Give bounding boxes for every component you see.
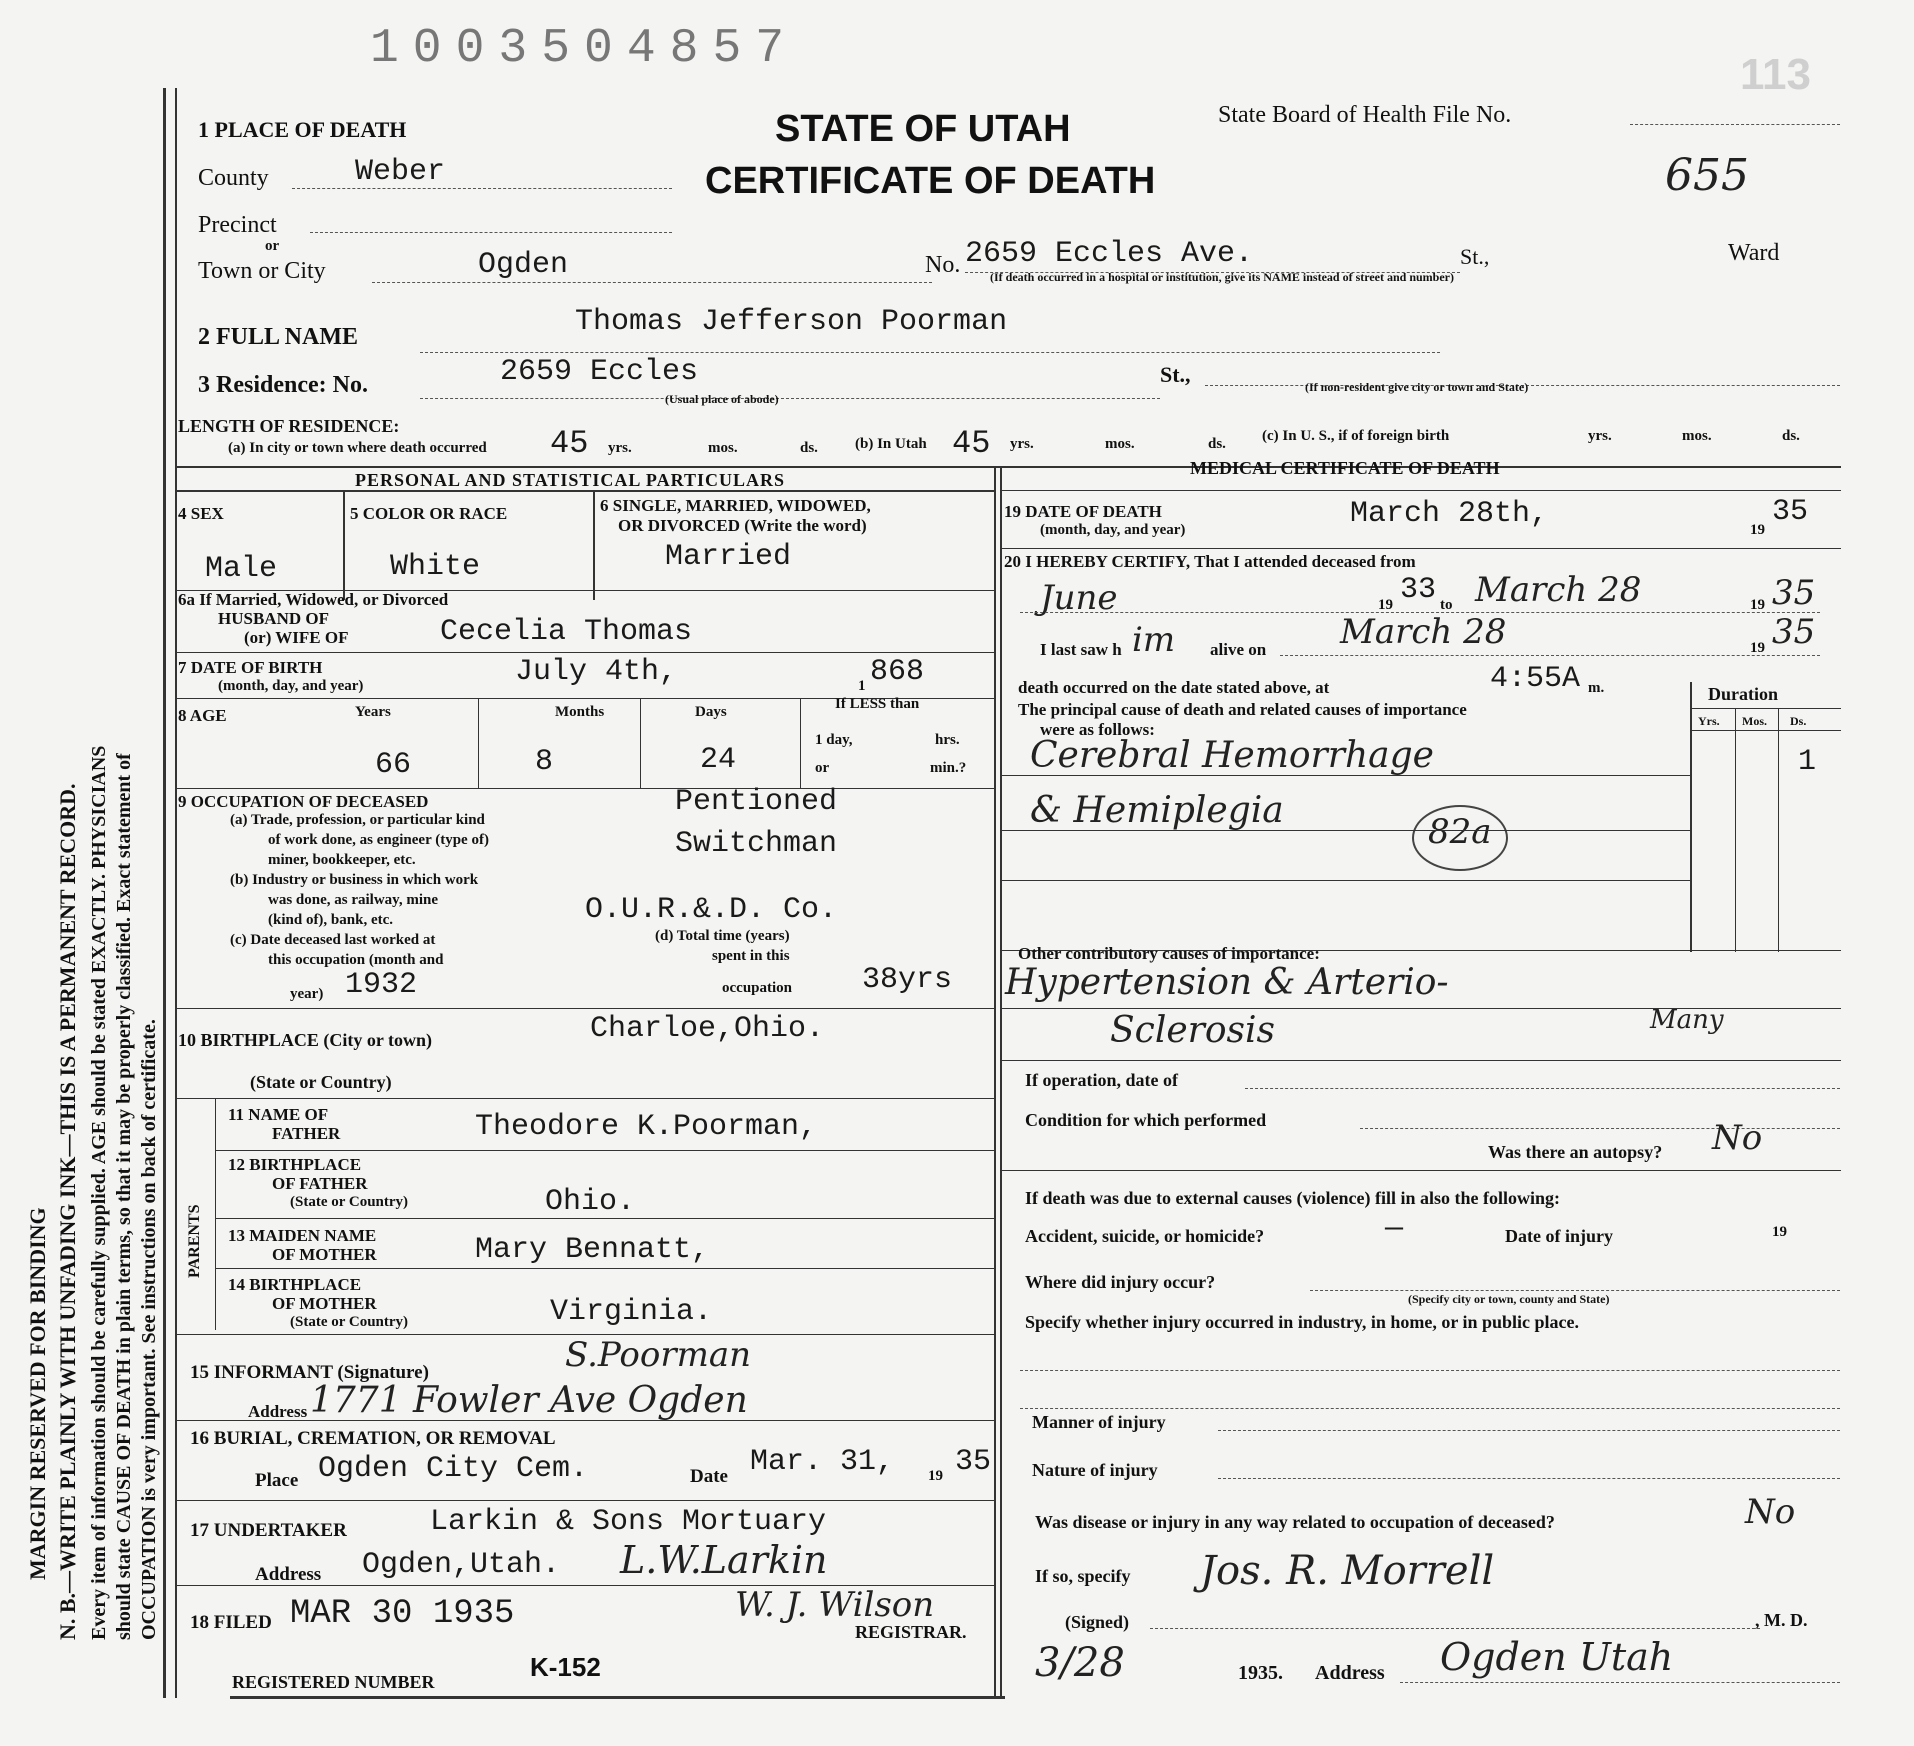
sex-value: Male (205, 552, 278, 586)
attend-from-year: 33 (1400, 573, 1437, 607)
last-saw-him: im (1132, 620, 1176, 660)
were-as-follows-label: were as follows: (1040, 720, 1155, 739)
occupation-a3: miner, bookkeeper, etc. (268, 852, 416, 868)
last-saw-date: March 28 (1340, 612, 1507, 652)
full-name-value: Thomas Jefferson Poorman (575, 305, 1008, 339)
informant-label: 15 INFORMANT (Signature) (190, 1362, 429, 1383)
dob-value: July 4th, (515, 655, 678, 689)
age-label: 8 AGE (178, 706, 227, 725)
registered-number-value: K-152 (530, 1652, 601, 1682)
file-no-label: State Board of Health File No. (1218, 102, 1512, 128)
utah-yrs-label: yrs. (1010, 436, 1034, 452)
md-label: , M. D. (1755, 1610, 1808, 1630)
age-days-value: 24 (700, 743, 737, 777)
time-m-label: m. (1588, 680, 1605, 696)
dob-year: 868 (870, 655, 925, 689)
utah-mos-label: mos. (1105, 436, 1135, 452)
father-label-2: FATHER (272, 1124, 341, 1143)
margin-binding-note: MARGIN RESERVED FOR BINDING (25, 1207, 50, 1580)
last-saw-year-prefix: 19 (1750, 640, 1765, 656)
marital-label: 6 SINGLE, MARRIED, WIDOWED, (600, 496, 871, 515)
occupation-c1: (c) Date deceased last worked at (230, 932, 436, 948)
town-value: Ogden (478, 248, 569, 282)
birthplace-label: 10 BIRTHPLACE (City or town) (178, 1030, 433, 1050)
cause-label: The principal cause of death and related causes of importance (1018, 700, 1467, 719)
residence-city-years: 45 (550, 425, 589, 462)
precinct-label: Precinct (198, 212, 277, 238)
undertaker-label: 17 UNDERTAKER (190, 1520, 347, 1541)
residence-value: 2659 Eccles (500, 355, 699, 389)
duration-ds-label: Ds. (1790, 714, 1807, 728)
less-min-label: min.? (930, 760, 967, 776)
informant-address-label: Address (248, 1402, 308, 1421)
usual-abode-note: (Usual place of abode) (665, 392, 779, 406)
dob-label: 7 DATE OF BIRTH (178, 658, 323, 677)
signed-label: (Signed) (1065, 1612, 1130, 1632)
corner-page-number: 113 (1740, 50, 1811, 99)
industry-value: O.U.R.&.D. Co. (585, 893, 838, 927)
margin-ink-note: N. B.—WRITE PLAINLY WITH UNFADING INK—THIS IS A PERMANENT RECORD. (55, 783, 80, 1640)
nature-label: Nature of injury (1032, 1460, 1158, 1480)
occupation-b1: (b) Industry or business in which work (230, 872, 479, 888)
undertaker-address-label: Address (255, 1564, 322, 1585)
full-name-label: 2 FULL NAME (198, 324, 359, 350)
other-cause-1: Hypertension & Arterio- (1005, 962, 1449, 1003)
undertaker-value: Larkin & Sons Mortuary (430, 1505, 827, 1539)
spouse-label-2: HUSBAND OF (218, 609, 329, 628)
occupation-c3: year) (290, 986, 324, 1002)
marital-value: Married (665, 540, 792, 574)
residence-us-label: (c) In U. S., if of foreign birth (1262, 428, 1450, 444)
dod-year: 35 (1772, 495, 1809, 529)
street-label: St., (1460, 244, 1490, 269)
us-ds-label: ds. (1782, 428, 1800, 444)
marital-label-2: OR DIVORCED (Write the word) (618, 516, 867, 535)
related-value: No (1745, 1492, 1796, 1532)
total-time-value: 38yrs (862, 963, 953, 997)
residence-utah-label: (b) In Utah (855, 436, 927, 452)
margin-instructions-2: should state CAUSE OF DEATH in plain terms, so that it may be properly classified. Exact statement of (113, 753, 135, 1640)
informant-address-value: 1771 Fowler Ave Ogden (310, 1380, 748, 1421)
dob-year-prefix: 1 (858, 678, 866, 694)
frame-left-line (163, 88, 166, 1698)
column-divider (994, 466, 996, 1696)
ward-label: Ward (1728, 240, 1780, 266)
personal-heading: PERSONAL AND STATISTICAL PARTICULARS (355, 470, 785, 490)
occupation-b2: was done, as railway, mine (268, 892, 439, 908)
father-birthplace-label-2: OF FATHER (272, 1174, 368, 1193)
parents-side-label: PARENTS (186, 1204, 203, 1278)
mother-value: Mary Bennatt, (475, 1233, 710, 1267)
medical-heading: MEDICAL CERTIFICATE OF DEATH (1190, 458, 1500, 478)
nonresident-note: (If non-resident give city or town and State) (1305, 380, 1529, 394)
burial-date-value: Mar. 31, (750, 1445, 895, 1479)
occupation-c2: this occupation (month and (268, 952, 444, 968)
injury-year-prefix: 19 (1772, 1224, 1787, 1240)
accident-value: — (1385, 1212, 1404, 1246)
informant-signature: S.Poorman (565, 1335, 751, 1375)
filed-label: 18 FILED (190, 1612, 272, 1633)
father-birthplace-label-3: (State or Country) (290, 1194, 409, 1210)
sex-label: 4 SEX (178, 504, 224, 523)
operation-label: If operation, date of (1025, 1070, 1178, 1090)
father-birthplace-value: Ohio. (545, 1185, 636, 1219)
file-no-value: 655 (1665, 150, 1749, 201)
physician-address-label: Address (1315, 1662, 1385, 1684)
father-birthplace-label-1: 12 BIRTHPLACE (228, 1155, 362, 1174)
alive-on-label: alive on (1210, 640, 1267, 659)
dod-label: 19 DATE OF DEATH (1004, 502, 1162, 521)
autopsy-value: No (1712, 1118, 1763, 1158)
occupation-a1: (a) Trade, profession, or particular kind (230, 812, 485, 828)
burial-place-label: Place (255, 1470, 299, 1491)
occupation-d1: (d) Total time (years) (655, 928, 790, 944)
occurred-label: death occurred on the date stated above, at (1018, 678, 1330, 697)
residence-city-label: (a) In city or town where death occurred (228, 440, 487, 456)
years-label: Years (355, 704, 391, 720)
other-cause-note: Many (1650, 1005, 1724, 1035)
cause-1: Cerebral Hemorrhage (1030, 735, 1434, 776)
occupation-d2: spent in this (712, 948, 790, 964)
other-cause-2: Sclerosis (1110, 1010, 1275, 1051)
related-label: Was disease or injury in any way related to occupation of deceased? (1035, 1512, 1555, 1532)
attend-from-year-prefix: 19 (1378, 597, 1393, 613)
occupation-a2: of work done, as engineer (type of) (268, 832, 489, 848)
undertaker-address-value: Ogden,Utah. (362, 1548, 561, 1582)
manner-label: Manner of injury (1032, 1412, 1166, 1432)
frame-left-line-inner (175, 88, 177, 1698)
where-injury-label: Where did injury occur? (1025, 1272, 1216, 1292)
residence-label: 3 Residence: No. (198, 372, 368, 398)
birthplace-state-label: (State or Country) (250, 1072, 392, 1092)
signed-date: 3/28 (1035, 1640, 1125, 1686)
injury-date-label: Date of injury (1505, 1226, 1613, 1246)
burial-place-value: Ogden City Cem. (318, 1452, 589, 1486)
father-label-1: 11 NAME OF (228, 1105, 329, 1124)
burial-year-value: 35 (955, 1445, 992, 1479)
physician-signature: Jos. R. Morrell (1200, 1548, 1495, 1594)
undertaker-signature: L.W.Larkin (620, 1538, 828, 1582)
mother-birthplace-value: Virginia. (550, 1295, 713, 1329)
certificate-title: CERTIFICATE OF DEATH (705, 160, 1156, 202)
dod-value: March 28th, (1350, 497, 1549, 531)
occupation-value-1: Pentioned (675, 785, 838, 819)
registrar-signature: W. J. Wilson (735, 1585, 935, 1625)
days-label: Days (695, 704, 727, 720)
last-saw-label: I last saw h (1040, 640, 1122, 659)
registrar-label: REGISTRAR. (855, 1622, 967, 1642)
autopsy-label: Was there an autopsy? (1488, 1142, 1663, 1162)
margin-instructions-3: OCCUPATION is very important. See instructions on back of certificate. (138, 1019, 160, 1640)
duration-mos-label: Mos. (1742, 714, 1767, 728)
margin-instructions-1: Every item of information should be carefully supplied. AGE should be stated EXACTLY. PHYSICIANS (88, 745, 110, 1640)
if-so-label: If so, specify (1035, 1566, 1131, 1586)
county-value: Weber (355, 155, 446, 189)
accident-label: Accident, suicide, or homicide? (1025, 1226, 1265, 1246)
state-title: STATE OF UTAH (775, 108, 1071, 150)
condition-label: Condition for which performed (1025, 1110, 1267, 1130)
city-mos-label: mos. (708, 440, 738, 456)
birthplace-value: Charloe,Ohio. (590, 1012, 825, 1046)
attend-to-year-prefix: 19 (1750, 597, 1765, 613)
less-than-label: If LESS than (835, 696, 920, 712)
town-label: Town or City (198, 258, 326, 284)
us-mos-label: mos. (1682, 428, 1712, 444)
attend-to-value: March 28 (1475, 570, 1642, 610)
hospital-note: (If death occurred in a hospital or institution, give its NAME instead of street and number) (990, 270, 1455, 284)
external-causes-label: If death was due to external causes (violence) fill in also the following: (1025, 1188, 1560, 1208)
spouse-label-1: 6a If Married, Widowed, or Divorced (178, 590, 449, 609)
registered-number-label: REGISTERED NUMBER (232, 1672, 435, 1692)
burial-date-label: Date (690, 1466, 728, 1487)
to-label: to (1440, 597, 1453, 613)
occupation-label: 9 OCCUPATION OF DECEASED (178, 792, 429, 811)
specify-injury-label: Specify whether injury occurred in industry, in home, or in public place. (1025, 1312, 1580, 1332)
mother-label-1: 13 MAIDEN NAME (228, 1226, 377, 1245)
residence-utah-years: 45 (952, 425, 991, 462)
city-yrs-label: yrs. (608, 440, 632, 456)
attend-from-value: June (1040, 578, 1118, 618)
less-hrs-label: hrs. (935, 732, 960, 748)
burial-year-prefix: 19 (928, 1468, 943, 1484)
signed-year: 1935. (1238, 1662, 1283, 1684)
street-no-label: No. (925, 252, 961, 278)
county-label: County (198, 165, 269, 191)
mother-birthplace-label-3: (State or Country) (290, 1314, 409, 1330)
occupation-value-2: Switchman (675, 827, 838, 861)
race-value: White (390, 550, 481, 584)
utah-ds-label: ds. (1208, 436, 1226, 452)
months-label: Months (555, 704, 605, 720)
mother-birthplace-label-2: OF MOTHER (272, 1294, 377, 1313)
mother-label-2: OF MOTHER (272, 1245, 377, 1264)
race-label: 5 COLOR OR RACE (350, 504, 508, 523)
less-or-label: or (815, 760, 830, 776)
place-of-death-label: 1 PLACE OF DEATH (198, 117, 407, 142)
where-injury-note: (Specify city or town, county and State) (1408, 1292, 1610, 1306)
length-of-residence-label: LENGTH OF RESIDENCE: (178, 416, 400, 436)
duration-yrs-label: Yrs. (1698, 714, 1720, 728)
dob-sublabel: (month, day, and year) (218, 678, 364, 694)
code-stamp: 82a (1428, 812, 1492, 852)
occupation-d3: occupation (722, 980, 793, 996)
dod-year-prefix: 19 (1750, 522, 1765, 538)
time-of-death: 4:55A (1490, 662, 1581, 696)
mother-birthplace-label-1: 14 BIRTHPLACE (228, 1275, 362, 1294)
residence-street-label: St., (1160, 362, 1191, 387)
spouse-label-3: (or) WIFE OF (244, 628, 349, 647)
or-label: or (265, 238, 280, 254)
burial-label: 16 BURIAL, CREMATION, OR REMOVAL (190, 1428, 556, 1449)
duration-value: 1 (1798, 745, 1817, 779)
attend-to-year: 35 (1772, 573, 1816, 613)
age-years-value: 66 (375, 748, 412, 782)
father-value: Theodore K.Poorman, (475, 1110, 818, 1144)
filed-stamp: MAR 30 1935 (290, 1595, 515, 1633)
other-causes-label: Other contributory causes of importance: (1018, 944, 1320, 963)
duration-label: Duration (1708, 684, 1779, 704)
serial-number: 1003504857 (370, 22, 799, 76)
city-ds-label: ds. (800, 440, 818, 456)
certify-label: 20 I HEREBY CERTIFY, That I attended deceased from (1004, 552, 1416, 571)
last-worked-value: 1932 (345, 968, 418, 1002)
age-months-value: 8 (535, 745, 554, 779)
death-address-value: 2659 Eccles Ave. (965, 237, 1254, 271)
spouse-value: Cecelia Thomas (440, 615, 693, 649)
last-saw-year: 35 (1772, 612, 1816, 652)
less-day-label: 1 day, (815, 732, 853, 748)
physician-address-value: Ogden Utah (1440, 1635, 1674, 1679)
cause-2: & Hemiplegia (1030, 790, 1284, 831)
us-yrs-label: yrs. (1588, 428, 1612, 444)
dod-sublabel: (month, day, and year) (1040, 522, 1186, 538)
occupation-b3: (kind of), bank, etc. (268, 912, 394, 928)
